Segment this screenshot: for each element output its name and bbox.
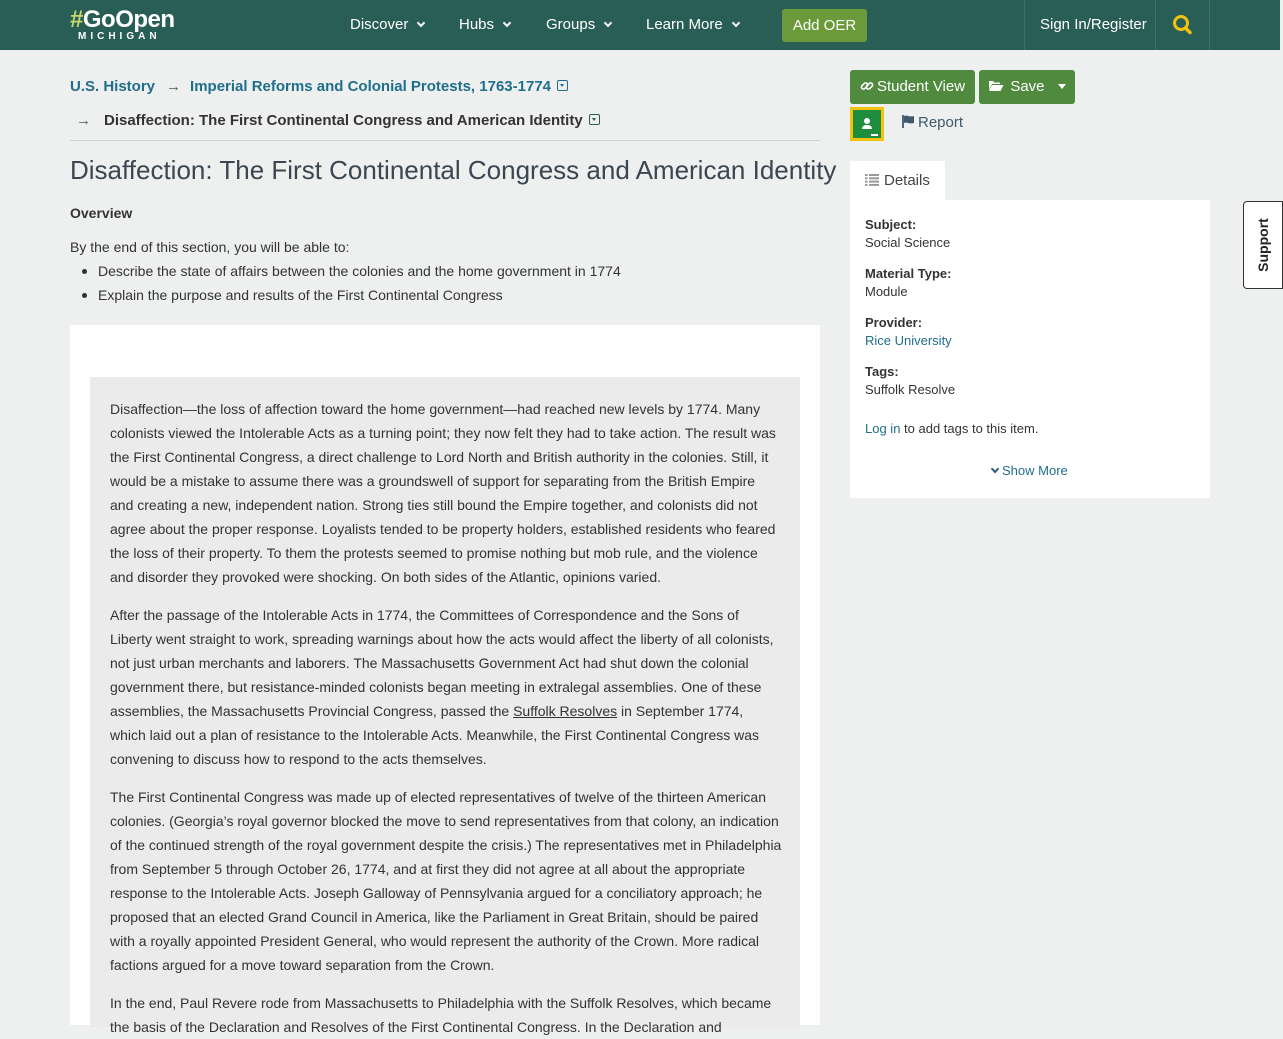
chevron-down-icon <box>991 465 999 473</box>
chevron-down-icon <box>417 19 425 27</box>
logo-subtext: MICHIGAN <box>78 31 161 42</box>
gomichigan-logo[interactable] <box>70 8 180 44</box>
list-icon <box>865 174 879 186</box>
tags-label: Tags: <box>865 364 899 379</box>
report-button[interactable]: Report <box>901 114 963 132</box>
content-paragraph: After the passage of the Intolerable Acts in 1774, the Committees of Correspondence and the Sons of Liberty went straight to work, spreading warnings about how the acts would affect the liberty of all colonists, not just urban merchants and laborers. The Massachusetts Government Act had shut down the colonial government there, but resistance-minded colonists began meeting in extralegal assemblies. One of these assemblies, the Massachusetts Provincial Congress, passed the Suffolk Resolves in September 1774, which laid out a plan of resistance to the Intolerable Acts. Meanwhile, the First Continental Congress was convening to discuss how to respond to the acts themselves. <box>110 607 774 767</box>
chevron-down-icon <box>604 19 612 27</box>
overview-intro: By the end of this section, you will be able to: <box>70 239 350 255</box>
login-to-tag-text: Log in to add tags to this item. <box>865 421 1039 436</box>
login-link[interactable]: Log in <box>865 421 901 436</box>
breadcrumb-arrow: → <box>166 78 182 95</box>
nav-hubs[interactable]: Hubs <box>459 17 510 33</box>
nav-discover[interactable]: Discover <box>350 17 424 33</box>
material-type-value: Module <box>865 284 908 299</box>
show-more-button[interactable]: Show More <box>990 463 1068 478</box>
breadcrumb-parent-link[interactable]: Imperial Reforms and Colonial Protests, 1763-1774 <box>190 78 551 95</box>
link-icon <box>860 79 874 93</box>
learning-objectives-list <box>98 263 621 311</box>
tag-item[interactable]: Suffolk Resolve <box>865 382 956 397</box>
header-divider <box>1024 0 1025 50</box>
breadcrumb <box>70 78 568 96</box>
google-classroom-share-button[interactable] <box>850 107 884 141</box>
logo-text: #GoOpen <box>70 6 175 33</box>
dropdown-toggle-icon[interactable] <box>589 114 600 125</box>
breadcrumb-root-link[interactable]: U.S. History <box>70 78 156 95</box>
search-icon <box>1156 0 1210 50</box>
student-view-button[interactable]: Student View <box>850 70 975 104</box>
caret-down-icon <box>1058 84 1066 89</box>
chevron-down-icon <box>731 19 739 27</box>
content-paragraph: In the end, Paul Revere rode from Massachusetts to Philadelphia with the Suffolk Resolves, which became the basis of the Declaration and Resolves of the First Continental Congress. In the Declaration and <box>110 995 772 1035</box>
tab-details[interactable]: Details <box>850 161 945 201</box>
suffolk-resolves-link[interactable]: Suffolk Resolves <box>513 703 618 719</box>
list-item: Describe the state of affairs between the colonies and the home government in 1774 <box>98 263 621 279</box>
breadcrumb-arrow: → <box>76 112 91 129</box>
google-classroom-icon <box>853 110 881 138</box>
support-tab[interactable] <box>1243 201 1283 289</box>
subject-value: Social Science <box>865 235 951 250</box>
sign-in-register-link[interactable]: Sign In/Register <box>1040 16 1147 33</box>
dropdown-toggle-icon[interactable] <box>557 80 568 91</box>
list-item: Explain the purpose and results of the First Continental Congress <box>98 287 621 303</box>
search-button[interactable] <box>1156 0 1210 50</box>
material-type-label: Material Type: <box>865 266 952 281</box>
subject-label: Subject: <box>865 217 917 232</box>
support-label: Support <box>1255 218 1271 272</box>
nav-learn-more[interactable]: Learn More <box>646 17 739 33</box>
add-oer-button[interactable]: Add OER <box>782 9 867 42</box>
content-paragraph: The First Continental Congress was made up of elected representatives of twelve of the thirteen American colonies. (Georgia’s royal governor blocked the move to send representatives from that colony, an indication of the continued strength of the royal government despite the crisis.) The representatives met in Philadelphia from September 5 through October 26, 1774, and at first they did not agree at all about the appropriate response to the Intolerable Acts. Joseph Galloway of Pennsylvania argued for a conciliatory approach; he proposed that an elected Grand Council in America, like the Parliament in Great Britain, should be paired with a royally appointed President General, who would represent the authority of the Crown. More radical factions argued for a move toward separation from the Crown. <box>110 789 782 973</box>
content-paragraph: Disaffection—the loss of affection toward the home government—had reached new levels by 1774. Many colonists viewed the Intolerable Acts as a turning point; they now felt they had to take action. The result was the First Continental Congress, a direct challenge to Lord North and British authority in the colonies. Still, it would be a mistake to assume there was a groundswell of support for separating from the British Empire and creating a new, independent nation. Strong ties still bound the Empire together, and colonists did not agree about the proper response. Loyalists tended to be property holders, established residents who feared the loss of their property. To them the protests seemed to promise nothing but mob rule, and the violence and disorder they provoked were shocking. On both sides of the Atlantic, opinions varied. <box>110 401 776 585</box>
overview-heading: Overview <box>70 205 133 221</box>
header-divider <box>1209 0 1210 50</box>
page-title: Disaffection: The First Continental Congress and American Identity <box>70 155 837 185</box>
provider-label: Provider: <box>865 315 923 330</box>
divider <box>70 140 820 141</box>
breadcrumb-current-row <box>70 112 600 130</box>
save-button[interactable]: Save <box>979 70 1075 104</box>
chevron-down-icon <box>503 19 511 27</box>
top-navbar <box>0 0 1280 50</box>
breadcrumb-current: Disaffection: The First Continental Congress and American Identity <box>104 112 583 129</box>
flag-icon <box>901 114 915 128</box>
provider-link[interactable]: Rice University <box>865 333 952 348</box>
folder-open-icon <box>988 79 1004 92</box>
nav-groups[interactable]: Groups <box>546 17 611 33</box>
